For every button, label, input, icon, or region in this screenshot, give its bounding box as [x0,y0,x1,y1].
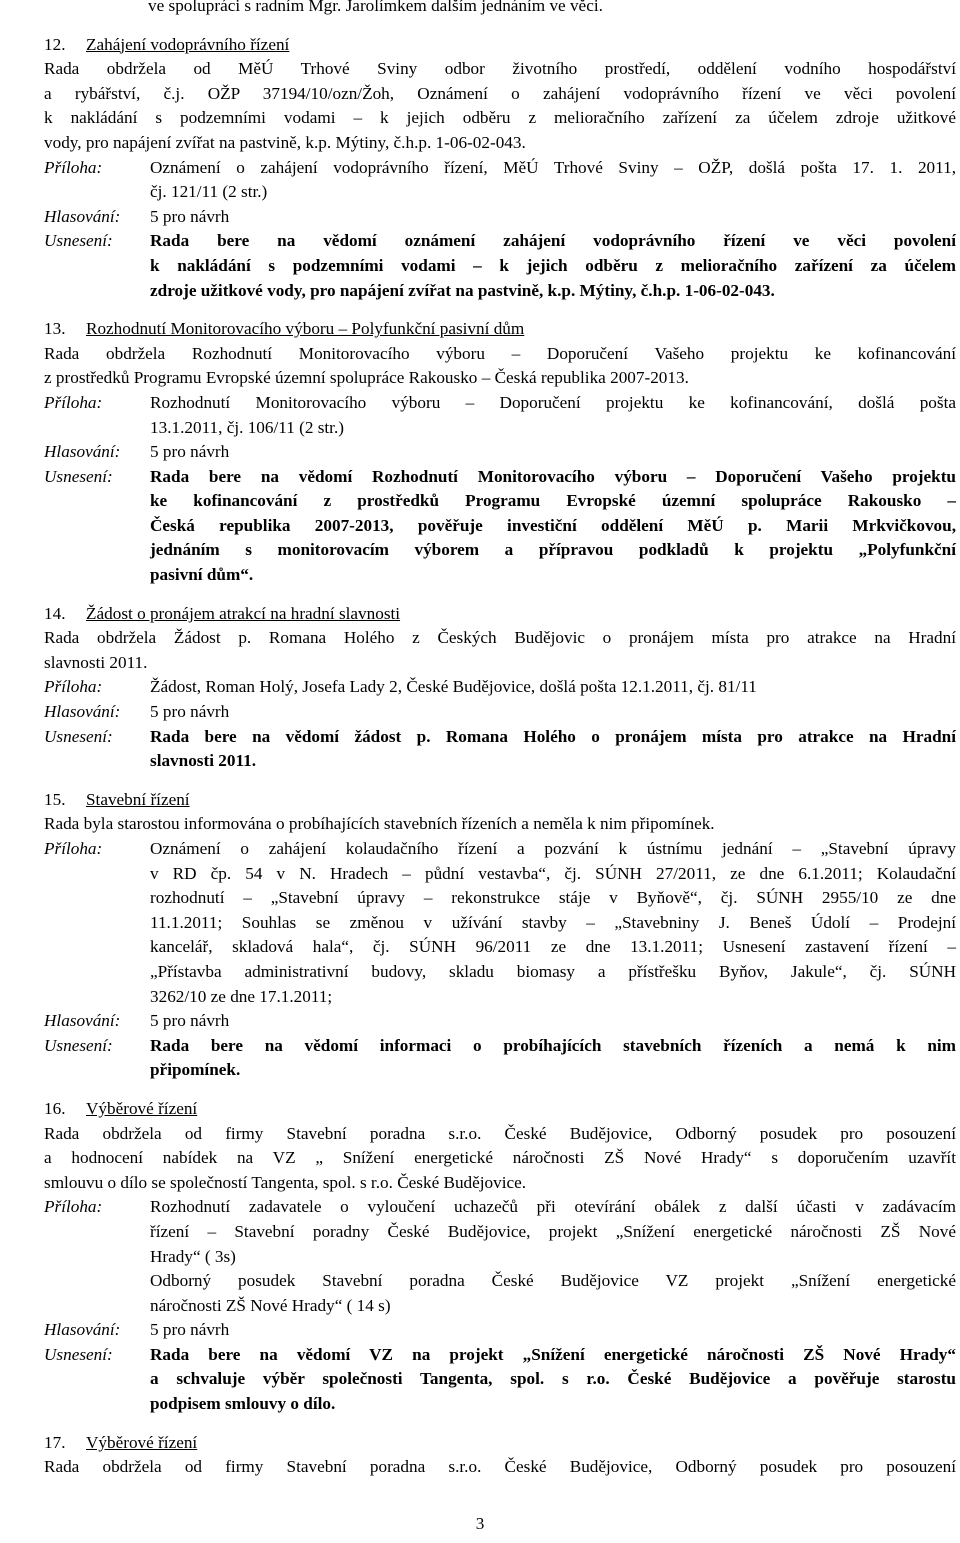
priloha-line: Žádost, Roman Holý, Josefa Lady 2, České Budějovice, došlá pošta 12.1.2011, čj. 81/11 [150,677,757,697]
usneseni-line: Rada bere na vědomí oznámení zahájení vodoprávního řízení ve věci povolení [150,231,956,251]
usneseni-line: jednáním s monitorovacím výborem a přípravou podkladů k projektu „Polyfunkční [150,540,956,560]
item-title: Výběrové řízení [86,1098,198,1118]
hlasovani-value: 5 pro návrh [150,206,230,226]
item-header [44,1431,956,1456]
usneseni-row [44,229,956,303]
priloha-label: Příloha: [44,392,103,412]
intro-line: vody, pro napájení zvířat na pastvině, k.p. Mýtiny, č.h.p. 1-06-02-043. [44,132,526,152]
usneseni-row [44,1343,956,1417]
usneseni-line: Rada bere na vědomí VZ na projekt „Snížení energetické náročnosti ZŠ Nové Hrady“ [150,1344,956,1364]
item-number: 12. [44,34,66,54]
hlasovani-value: 5 pro návrh [150,702,230,722]
priloha-row [44,675,956,700]
hlasovani-row [44,1009,956,1034]
priloha-line: 3262/10 ze dne 17.1.2011; [150,986,333,1006]
item-number: 13. [44,319,66,339]
intro-line: z prostředků Programu Evropské územní spolupráce Rakousko – Česká republika 2007-2013. [44,368,689,388]
usneseni-row [44,465,956,588]
hlasovani-label: Hlasování: [44,1011,121,1031]
item-14 [44,602,956,774]
item-title: Stavební řízení [86,789,190,809]
item-title: Výběrové řízení [86,1432,198,1452]
document-page [44,0,956,1480]
usneseni-line: zdroje užitkové vody, pro napájení zvířat na pastvině, k.p. Mýtiny, č.h.p. 1-06-02-043. [150,280,775,300]
intro-line: a hodnocení nabídek na VZ „ Snížení energetické náročnosti ZŠ Nové Hrady“ s doporučením uzavřít [44,1148,956,1168]
usneseni-row [44,1034,956,1083]
usneseni-line: Česká republika 2007-2013, pověřuje investiční oddělení MěÚ p. Marii Mrkvičkovou, [150,515,956,535]
item-number: 15. [44,789,66,809]
usneseni-line: pasivní dům“. [150,565,254,585]
item-15 [44,788,956,1083]
priloha-line: Odborný posudek Stavební poradna České Budějovice VZ projekt „Snížení energetické [150,1271,956,1291]
hlasovani-value: 5 pro návrh [150,442,230,462]
priloha-row [44,837,956,1009]
hlasovani-row [44,1318,956,1343]
usneseni-label: Usnesení: [44,231,113,251]
item-header [44,317,956,342]
usneseni-label: Usnesení: [44,1035,113,1055]
priloha-line: v RD čp. 54 v N. Hradech – půdní vestavba“, čj. SÚNH 27/2011, ze dne 6.1.2011; Kolaudační [150,863,956,883]
intro-line: slavnosti 2011. [44,652,148,672]
intro-line: Rada byla starostou informována o probíhajících stavebních řízeních a neměla k nim připomínek. [44,814,715,834]
intro-line: Rada obdržela od firmy Stavební poradna s.r.o. České Budějovice, Odborný posudek pro posouzení [44,1123,956,1143]
hlasovani-label: Hlasování: [44,702,121,722]
priloha-label: Příloha: [44,839,103,858]
intro-line: smlouvu o dílo se společností Tangenta, spol. s r.o. České Budějovice. [44,1172,527,1192]
hlasovani-label: Hlasování: [44,1320,121,1340]
item-13 [44,317,956,588]
item-header [44,1097,956,1122]
item-title: Rozhodnutí Monitorovacího výboru – Polyfunkční pasivní dům [86,319,525,339]
usneseni-line: a schvaluje výběr společnosti Tangenta, spol. s r.o. České Budějovice a pověřuje starostu [150,1369,956,1389]
priloha-line: 11.1.2011; Souhlas se změnou v užívání stavby – „Stavebniny J. Beneš Údolí – Prodejní [150,912,956,932]
priloha-row [44,391,956,440]
priloha-line: Oznámení o zahájení vodoprávního řízení, MěÚ Trhové Sviny – OŽP, došlá pošta 17. 1. 2011, [150,157,956,177]
usneseni-line: slavnosti 2011. [150,751,257,771]
priloha-line: Rozhodnutí zadavatele o vyloučení uchazečů při otevírání obálek z další účasti v zadávacím [150,1197,956,1217]
hlasovani-row [44,440,956,465]
priloha-line: Oznámení o zahájení kolaudačního řízení a pozvání k ústnímu jednání – „Stavební úpravy [150,839,956,858]
priloha-line: „Přístavba administrativní budovy, skladu biomasy a přístřešku Byňov, Jakule“, čj. SÚNH [150,961,956,981]
item-header [44,602,956,627]
item-number: 14. [44,603,66,623]
usneseni-line: k nakládání s podzemními vodami – k jejich odběru z melioračního zařízení za účelem [150,255,956,275]
item-17 [44,1431,956,1480]
usneseni-label: Usnesení: [44,1344,113,1364]
usneseni-line: Rada bere na vědomí informaci o probíhajících stavebních řízeních a nemá k nim [150,1035,956,1055]
intro-line: a rybářství, č.j. OŽP 37194/10/ozn/Žoh, Oznámení o zahájení vodoprávního řízení ve věci povolení [44,83,956,103]
hlasovani-row [44,700,956,725]
usneseni-label: Usnesení: [44,726,113,746]
priloha-line: 13.1.2011, čj. 106/11 (2 str.) [150,417,344,437]
usneseni-label: Usnesení: [44,466,113,486]
item-16 [44,1097,956,1417]
priloha-line: rozhodnutí – „Stavební úpravy – rekonstrukce stáje v Byňově“, čj. SÚNH 2955/10 ze dne [150,888,956,908]
usneseni-line: ke kofinancování z prostředků Programu Evropské územní spolupráce Rakousko – [150,491,956,511]
hlasovani-label: Hlasování: [44,442,121,462]
hlasovani-row [44,205,956,230]
hlasovani-label: Hlasování: [44,206,121,226]
priloha-line: kancelář, skladová hala“, čj. SÚNH 96/2011 ze dne 13.1.2011; Usnesení zastavení řízení – [150,937,956,957]
item-header [44,33,956,58]
priloha-line: náročnosti ZŠ Nové Hrady“ ( 14 s) [150,1295,391,1315]
page-number: 3 [475,1514,485,1533]
intro-line: Rada obdržela od MěÚ Trhové Sviny odbor životního prostředí, oddělení vodního hospodářství [44,59,956,79]
priloha-line: Rozhodnutí Monitorovacího výboru – Doporučení projektu ke kofinancování, došlá pošta [150,392,956,412]
intro-line: Rada obdržela Žádost p. Romana Holého z Českých Budějovic o pronájem místa pro atrakce na Hradní [44,628,956,648]
item-12 [44,33,956,304]
item-number: 17. [44,1432,66,1452]
priloha-line: řízení – Stavební poradny České Budějovice, projekt „Snížení energetické náročnosti ZŠ Nové [150,1221,956,1241]
usneseni-row [44,725,956,774]
priloha-line: čj. 121/11 (2 str.) [150,182,268,202]
priloha-line: Hrady“ ( 3s) [150,1246,236,1266]
continuation-text: ve spolupráci s radním Mgr. Jarolímkem dalším jednáním ve věci. [148,0,603,15]
priloha-label: Příloha: [44,157,103,177]
item-number: 16. [44,1098,66,1118]
priloha-row [44,156,956,205]
hlasovani-value: 5 pro návrh [150,1320,230,1340]
item-header [44,788,956,813]
item-title: Žádost o pronájem atrakcí na hradní slavnosti [86,603,401,623]
priloha-label: Příloha: [44,1197,103,1217]
priloha-row [44,1195,956,1318]
priloha-label: Příloha: [44,677,103,697]
usneseni-line: připomínek. [150,1060,241,1080]
hlasovani-value: 5 pro návrh [150,1011,230,1031]
intro-line: Rada obdržela od firmy Stavební poradna s.r.o. České Budějovice, Odborný posudek pro posouzení [44,1457,956,1477]
usneseni-line: Rada bere na vědomí Rozhodnutí Monitorovacího výboru – Doporučení Vašeho projektu [150,466,956,486]
usneseni-line: podpisem smlouvy o dílo. [150,1394,336,1414]
intro-line: k nakládání s podzemními vodami – k jejich odběru z melioračního zařízení za účelem zdroje užitkové [44,108,956,128]
intro-line: Rada obdržela Rozhodnutí Monitorovacího výboru – Doporučení Vašeho projektu ke kofinancování [44,343,956,363]
usneseni-line: Rada bere na vědomí žádost p. Romana Holého o pronájem místa pro atrakce na Hradní [150,726,956,746]
item-title: Zahájení vodoprávního řízení [86,34,290,54]
